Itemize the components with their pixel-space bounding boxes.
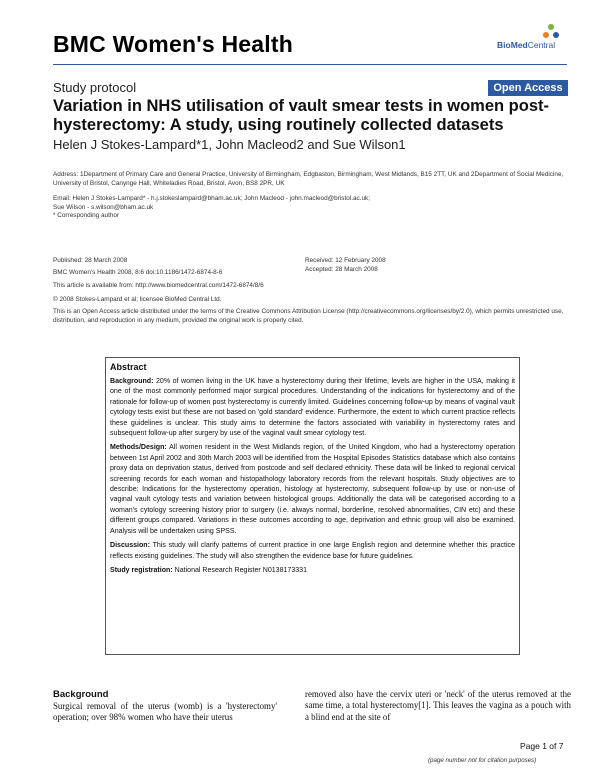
license-text: This is an Open Access article distributed under the terms of the Creative Commons Attribution License (http://creativecommons.org/licenses/by/2.0), which permits unrestricted use, distribution, and reproduction in any medium, provided the original work is properly cited. xyxy=(53,308,564,324)
accepted-date: Accepted: 28 March 2008 xyxy=(305,266,378,273)
copyright: © 2008 Stokes-Lampard et al; licensee BioMed Central Ltd. xyxy=(53,296,222,303)
abstract-box xyxy=(105,357,520,655)
abstract-body xyxy=(110,377,515,580)
author-address: Address: 1Department of Primary Care and General Practice, University of Birmingham, Edgbaston, Birmingham, West Midlands, B15 2TT, UK and 2Department of Social Medicine, University of Bristol, Canynge Hall, Whiteladies Road, Bristol, Avon, BS8 2PR, UK xyxy=(53,171,564,187)
abstract-methods: Methods/Design: All women resident in the West Midlands region, of the United Kingdom, who had a hysterectomy operation between 1st April 2002 and 30th March 2003 will be identified from the Hospital Episodes Statistics database which also contains proxy data on deprivation status, derived from postcode and self declared ethnicity. These data will be linked to regional cervical screening records for each woman and histopathology laboratory records from the relevant hospitals. Study objectives are to describe: Indications for the hysterectomy operation, histology at hysterectomy, subsequent follow-up by use or non-use of vaginal vault cytology tests and variation between histological groups. Additionally the data will be categorised according to a woman's cytology screening history prior to surgery (i.e. always normal, borderline, resolved abnormalities, CIN etc) and these different groups compared. Variations in these outcomes according to age, deprivation and ethnic group will also be examined. Analysis will be undertaken using SPSS. xyxy=(110,444,515,535)
abstract-heading: Abstract xyxy=(110,362,147,372)
page-number: Page 1 of 7 xyxy=(520,741,564,751)
corresponding-author-note: * Corresponding author xyxy=(53,212,120,219)
citation: BMC Women's Health 2008, 8:6 doi:10.1186/1472-6874-8-6 xyxy=(53,269,223,276)
paper-title: Variation in NHS utilisation of vault smear tests in women post-hysterectomy: A study, using routinely collected datasets xyxy=(53,97,549,134)
body-column-left: Surgical removal of the uterus (womb) is a 'hysterectomy' operation; over 98% women who have their uterus xyxy=(53,701,277,723)
open-access-badge: Open Access xyxy=(488,80,568,96)
article-type: Study protocol xyxy=(53,80,137,95)
abstract-background: Background: 20% of women living in the UK have a hysterectomy during their lifetime, levels are higher in the USA, making it one of the most commonly performed major surgical procedures. Understanding of the indications for hysterectomy and of the rationale for follow-up of women post hysterectomy is currently limited. Guidelines concerning follow-up by means of vaginal vault cytology tests exist but these are not based on 'gold standard' evidence. Furthermore, the extent to which current practice reflects these guidelines is unclear. This study aims to determine the factors associated with variability in hysterectomy rates and subsequent follow-up after surgery by use of the vaginal vault smear cytology test. xyxy=(110,378,515,438)
background-heading: Background xyxy=(53,689,109,700)
published-date: Published: 28 March 2008 xyxy=(53,257,128,264)
author-emails xyxy=(53,195,573,212)
header-divider xyxy=(53,64,567,65)
publisher-logo xyxy=(497,22,567,52)
biomed-central-logo-icon xyxy=(541,23,561,41)
article-url[interactable]: This article is available from: http://www.biomedcentral.com/1472-6874/8/6 xyxy=(53,282,264,289)
received-date: Received: 12 February 2008 xyxy=(305,257,386,264)
body-column-right: removed also have the cervix uteri or 'neck' of the uterus removed at the same time, a total hysterectomy[1]. This leaves the vagina as a pouch with a blind end at the site of xyxy=(305,689,571,722)
page-number-note: (page number not for citation purposes) xyxy=(428,757,537,764)
journal-title: BMC Women's Health xyxy=(53,31,293,57)
abstract-discussion: Discussion: This study will clarify patterns of current practice in one large English region and determine whether this practice reflects existing guidelines. The study will also strengthen the evidence base for future guidelines. xyxy=(110,542,515,560)
publisher-name: BioMedCentral xyxy=(497,40,556,50)
abstract-registration: Study registration: National Research Register N0138173331 xyxy=(110,566,308,574)
email-line: Sue Wilson - s.wilson@bham.ac.uk xyxy=(53,203,154,211)
author-list: Helen J Stokes-Lampard*1, John Macleod2 and Sue Wilson1 xyxy=(53,137,406,152)
email-line: Email: Helen J Stokes-Lampard* - h.j.stokeslampard@bham.ac.uk; John Macleod - john.macleod@bristol.ac.uk; xyxy=(53,195,371,202)
